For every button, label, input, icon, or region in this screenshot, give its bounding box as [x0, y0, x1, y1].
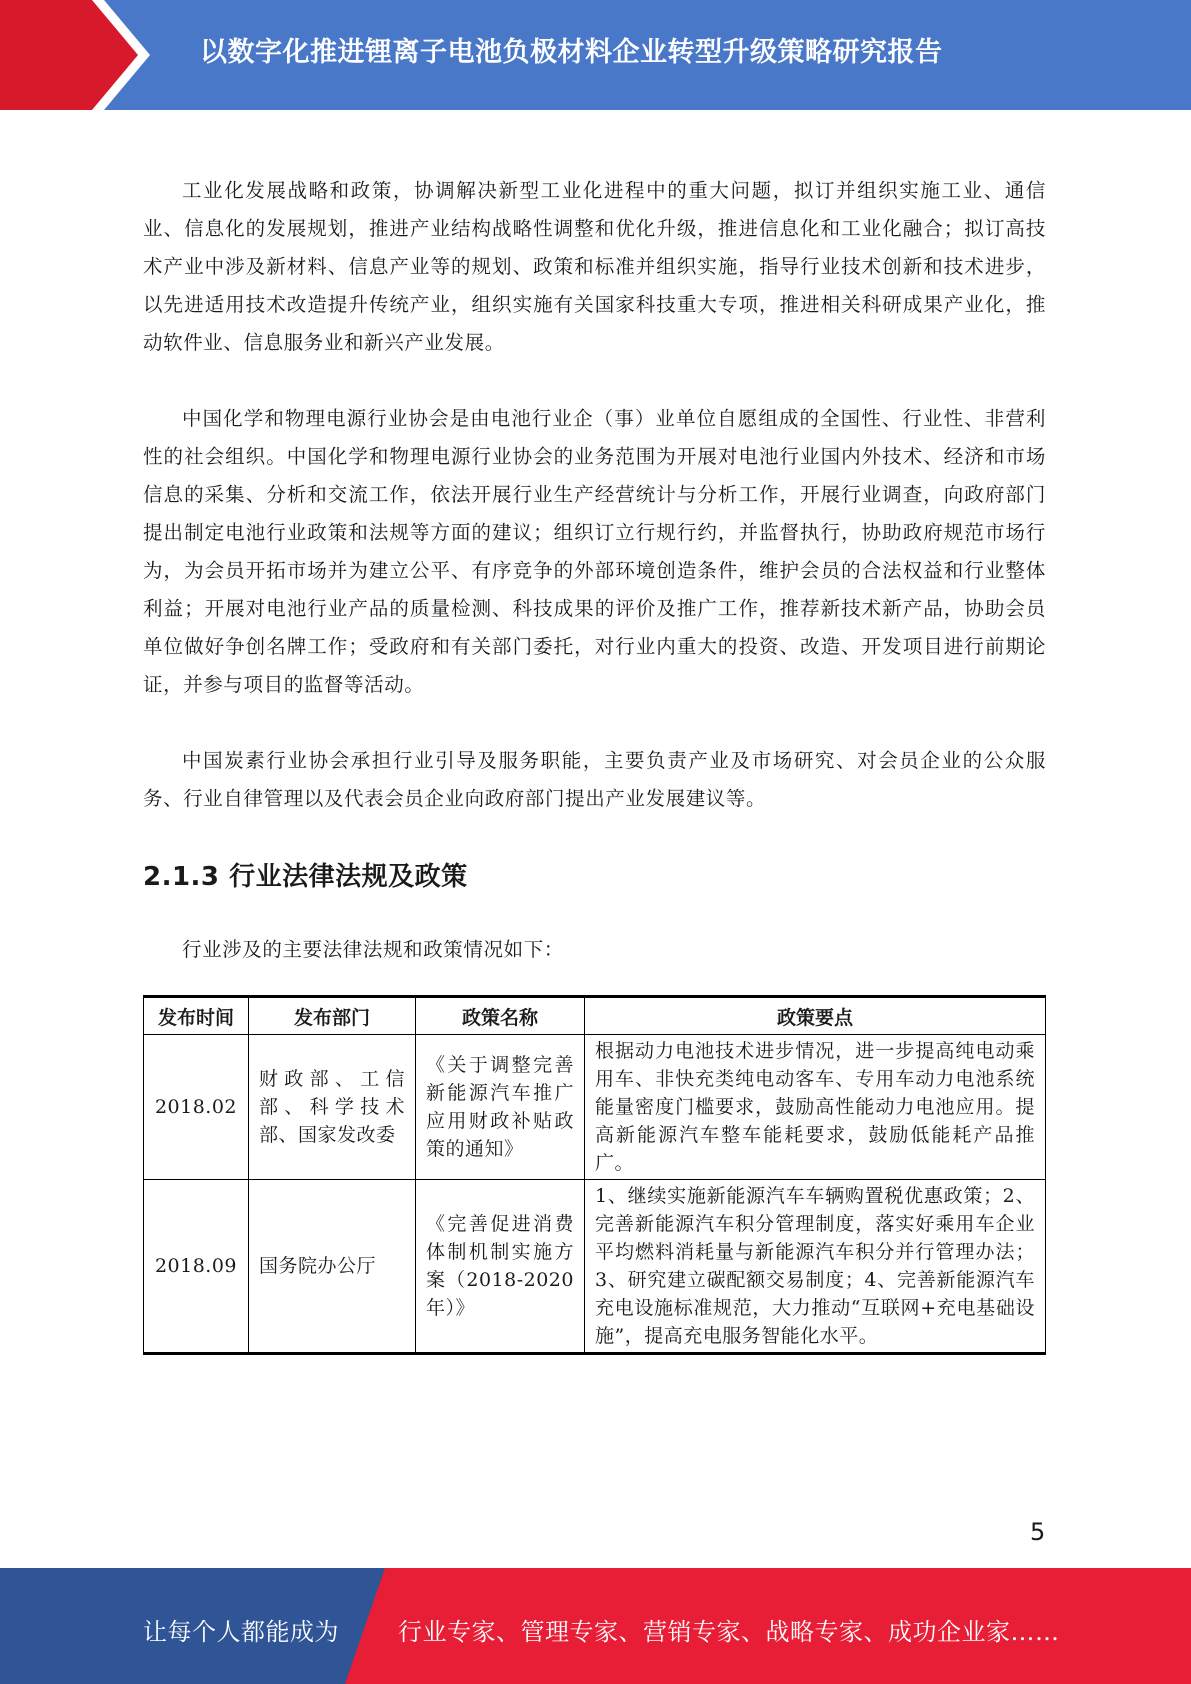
paragraph-2: 中国化学和物理电源行业协会是由电池行业企（事）业单位自愿组成的全国性、行业性、非营利性的社会组织。中国化学和物理电源行业协会的业务范围为开展对电池行业国内外技术、经济和市场信息的采集、分析和交流工作，依法开展行业生产经营统计与分析工作，开展行业调查，向政府部门提出制定电池行业政策和法规等方面的建议；组织订立行规行约，并监督执行，协助政府规范市场行为，为会员开拓市场并为建立公平、有序竞争的外部环境创造条件，维护会员的合法权益和行业整体利益；开展对电池行业产品的质量检测、科技成果的评价及推广工作，推荐新技术新产品，协助会员单位做好争创名牌工作；受政府和有关部门委托，对行业内重大的投资、改造、开发项目进行前期论证，并参与项目的监督等活动。 [143, 407, 1046, 696]
header-date: 发布时间 [144, 997, 249, 1035]
page-content [143, 172, 1046, 1355]
header-name: 政策名称 [416, 997, 585, 1035]
cell-name: 《关于调整完善新能源汽车推广应用财政补贴政策的通知》 [416, 1035, 585, 1180]
section-heading: 2.1.3 行业法律法规及政策 [143, 862, 468, 892]
page-number: 5 [1030, 1518, 1046, 1546]
policy-table [143, 995, 1046, 1355]
cell-date: 2018.02 [144, 1035, 249, 1180]
cell-points: 根据动力电池技术进步情况，进一步提高纯电动乘用车、非快充类纯电动客车、专用车动力电池系统能量密度门槛要求，鼓励高性能动力电池应用。提高新能源汽车整车能耗要求，鼓励低能耗产品推广。 [585, 1035, 1046, 1180]
cell-date: 2018.09 [144, 1180, 249, 1354]
table-row [144, 1035, 1046, 1180]
paragraph-1: 工业化发展战略和政策，协调解决新型工业化进程中的重大问题，拟订并组织实施工业、通信业、信息化的发展规划，推进产业结构战略性调整和优化升级，推进信息化和工业化融合；拟订高技术产业中涉及新材料、信息产业等的规划、政策和标准并组织实施，指导行业技术创新和技术进步，以先进适用技术改造提升传统产业，组织实施有关国家科技重大专项，推进相关科研成果产业化，推动软件业、信息服务业和新兴产业发展。 [143, 179, 1046, 354]
footer-slogan-right: 行业专家、管理专家、营销专家、战略专家、成功企业家…… [398, 1618, 1060, 1646]
cell-name: 《完善促进消费体制机制实施方案（2018-2020年）》 [416, 1180, 585, 1354]
report-title: 以数字化推进锂离子电池负极材料企业转型升级策略研究报告 [200, 37, 943, 68]
header-points: 政策要点 [585, 997, 1046, 1035]
section-intro: 行业涉及的主要法律法规和政策情况如下： [182, 938, 564, 961]
table-row [144, 1180, 1046, 1354]
table-header-row [144, 997, 1046, 1035]
cell-dept: 国务院办公厅 [249, 1180, 416, 1354]
paragraph-3: 中国炭素行业协会承担行业引导及服务职能，主要负责产业及市场研究、对会员企业的公众服务、行业自律管理以及代表会员企业向政府部门提出产业发展建议等。 [143, 749, 1046, 810]
header-dept: 发布部门 [249, 997, 416, 1035]
cell-dept: 财政部、工信部、科学技术部、国家发改委 [249, 1035, 416, 1180]
cell-points: 1、继续实施新能源汽车车辆购置税优惠政策；2、完善新能源汽车积分管理制度，落实好乘用车企业平均燃料消耗量与新能源汽车积分并行管理办法；3、研究建立碳配额交易制度；4、完善新能源汽车充电设施标准规范，大力推动“互联网+充电基础设施”，提高充电服务智能化水平。 [585, 1180, 1046, 1354]
footer-slogan-left: 让每个人都能成为 [143, 1618, 339, 1646]
